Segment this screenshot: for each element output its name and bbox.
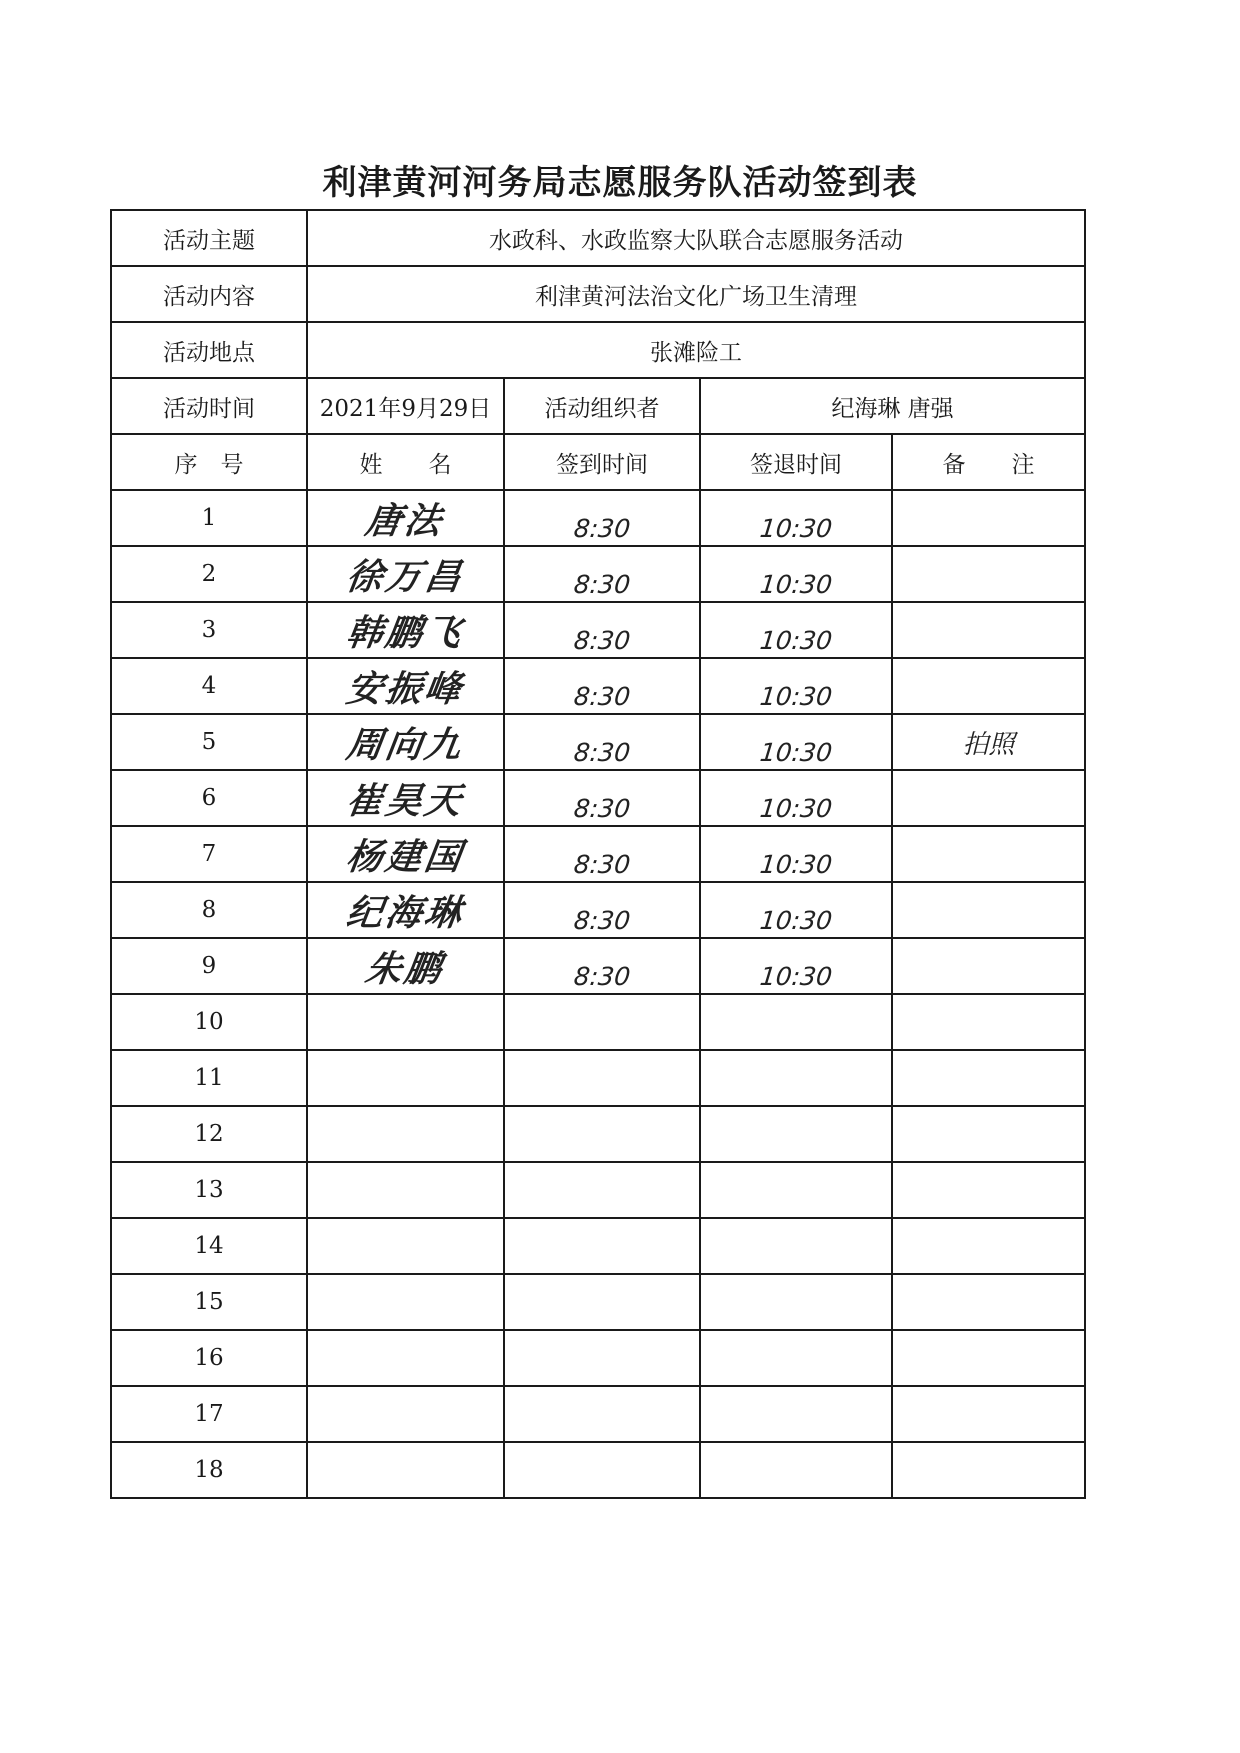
row-name: 韩鹏飞 bbox=[343, 612, 467, 654]
table-row bbox=[111, 602, 1085, 658]
row-remark: 拍照 bbox=[962, 729, 1015, 760]
theme-row bbox=[111, 210, 1085, 266]
row-sign-in-time-cell bbox=[504, 1330, 700, 1386]
row-number: 14 bbox=[194, 1233, 224, 1259]
row-sign-in-time: 8:30 bbox=[572, 849, 632, 879]
table-row bbox=[111, 1218, 1085, 1274]
row-remark-cell bbox=[892, 938, 1085, 994]
row-remark-cell bbox=[892, 1106, 1085, 1162]
row-remark-cell bbox=[892, 1330, 1085, 1386]
row-name-cell bbox=[307, 770, 504, 826]
theme-value: 水政科、水政监察大队联合志愿服务活动 bbox=[307, 210, 1085, 266]
row-name-cell bbox=[307, 938, 504, 994]
row-sign-in-time: 8:30 bbox=[572, 681, 632, 711]
row-sign-out-time-cell bbox=[700, 882, 892, 938]
row-sign-out-time-cell bbox=[700, 714, 892, 770]
row-number-cell bbox=[111, 1386, 307, 1442]
row-number: 5 bbox=[201, 729, 217, 755]
row-number-cell bbox=[111, 658, 307, 714]
row-sign-out-time-cell bbox=[700, 1218, 892, 1274]
row-name: 朱鹏 bbox=[363, 948, 447, 990]
table-row bbox=[111, 1386, 1085, 1442]
row-sign-in-time-cell bbox=[504, 602, 700, 658]
row-number: 11 bbox=[194, 1065, 224, 1091]
row-name-cell bbox=[307, 1162, 504, 1218]
row-number-cell bbox=[111, 546, 307, 602]
row-name-cell bbox=[307, 490, 504, 546]
row-sign-out-time-cell bbox=[700, 1442, 892, 1498]
table-row bbox=[111, 1274, 1085, 1330]
row-name-cell bbox=[307, 1330, 504, 1386]
row-number: 1 bbox=[201, 505, 217, 531]
row-remark-cell bbox=[892, 1050, 1085, 1106]
row-sign-in-time-cell bbox=[504, 546, 700, 602]
row-sign-out-time-cell bbox=[700, 546, 892, 602]
row-sign-in-time-cell bbox=[504, 1050, 700, 1106]
row-sign-in-time-cell bbox=[504, 770, 700, 826]
row-number: 13 bbox=[194, 1177, 224, 1203]
row-remark-cell bbox=[892, 546, 1085, 602]
row-number: 3 bbox=[201, 617, 217, 643]
row-number-cell bbox=[111, 714, 307, 770]
row-remark-cell bbox=[892, 658, 1085, 714]
time-label: 活动时间 bbox=[111, 378, 307, 434]
table-row bbox=[111, 882, 1085, 938]
row-number-cell bbox=[111, 1442, 307, 1498]
table-row bbox=[111, 770, 1085, 826]
row-sign-out-time-cell bbox=[700, 658, 892, 714]
header-sign-out: 签退时间 bbox=[700, 434, 892, 490]
row-name: 唐法 bbox=[363, 500, 447, 542]
row-sign-in-time: 8:30 bbox=[572, 793, 632, 823]
row-sign-in-time-cell bbox=[504, 1386, 700, 1442]
header-sign-in: 签到时间 bbox=[504, 434, 700, 490]
header-row bbox=[111, 434, 1085, 490]
row-sign-in-time-cell bbox=[504, 658, 700, 714]
row-name-cell bbox=[307, 1218, 504, 1274]
row-name: 徐万昌 bbox=[343, 556, 467, 598]
row-remark-cell bbox=[892, 602, 1085, 658]
row-sign-in-time-cell bbox=[504, 1442, 700, 1498]
row-sign-out-time: 10:30 bbox=[758, 793, 834, 823]
row-remark-cell bbox=[892, 490, 1085, 546]
row-sign-in-time-cell bbox=[504, 1218, 700, 1274]
row-name-cell bbox=[307, 1442, 504, 1498]
row-name: 纪海琳 bbox=[343, 892, 467, 934]
row-name-cell bbox=[307, 546, 504, 602]
row-number-cell bbox=[111, 994, 307, 1050]
header-remark: 备 注 bbox=[892, 434, 1085, 490]
row-number: 4 bbox=[201, 673, 217, 699]
table-row bbox=[111, 826, 1085, 882]
row-remark-cell bbox=[892, 826, 1085, 882]
row-sign-in-time: 8:30 bbox=[572, 905, 632, 935]
row-sign-out-time-cell bbox=[700, 770, 892, 826]
row-sign-out-time-cell bbox=[700, 938, 892, 994]
table-row bbox=[111, 1162, 1085, 1218]
table-row bbox=[111, 1106, 1085, 1162]
table-row bbox=[111, 994, 1085, 1050]
row-name-cell bbox=[307, 714, 504, 770]
row-sign-out-time-cell bbox=[700, 602, 892, 658]
row-number: 2 bbox=[201, 561, 217, 587]
row-remark-cell bbox=[892, 1162, 1085, 1218]
page-title: 利津黄河河务局志愿服务队活动签到表 bbox=[322, 163, 918, 203]
row-sign-in-time-cell bbox=[504, 994, 700, 1050]
row-name-cell bbox=[307, 1106, 504, 1162]
row-number-cell bbox=[111, 1050, 307, 1106]
table-row bbox=[111, 490, 1085, 546]
table-row bbox=[111, 938, 1085, 994]
row-name-cell bbox=[307, 882, 504, 938]
row-name: 崔昊天 bbox=[343, 780, 467, 822]
row-sign-out-time: 10:30 bbox=[758, 681, 834, 711]
location-row bbox=[111, 322, 1085, 378]
time-row bbox=[111, 378, 1085, 434]
row-number: 9 bbox=[201, 953, 217, 979]
content-row bbox=[111, 266, 1085, 322]
row-number: 15 bbox=[194, 1289, 224, 1315]
row-number-cell bbox=[111, 1106, 307, 1162]
row-sign-in-time-cell bbox=[504, 882, 700, 938]
row-sign-in-time-cell bbox=[504, 938, 700, 994]
row-number-cell bbox=[111, 1274, 307, 1330]
row-sign-out-time: 10:30 bbox=[758, 625, 834, 655]
row-name-cell bbox=[307, 1050, 504, 1106]
table-row bbox=[111, 658, 1085, 714]
row-remark-cell bbox=[892, 1218, 1085, 1274]
row-sign-in-time: 8:30 bbox=[572, 737, 632, 767]
row-sign-in-time-cell bbox=[504, 714, 700, 770]
location-value: 张滩险工 bbox=[307, 322, 1085, 378]
row-name: 安振峰 bbox=[343, 668, 467, 710]
theme-label: 活动主题 bbox=[111, 210, 307, 266]
row-name-cell bbox=[307, 826, 504, 882]
time-value: 2021年9月29日 bbox=[307, 378, 504, 434]
row-number-cell bbox=[111, 1330, 307, 1386]
row-name: 杨建国 bbox=[343, 836, 467, 878]
row-number-cell bbox=[111, 602, 307, 658]
row-number: 12 bbox=[194, 1121, 224, 1147]
table-row bbox=[111, 546, 1085, 602]
row-sign-out-time: 10:30 bbox=[758, 513, 834, 543]
row-remark-cell bbox=[892, 1442, 1085, 1498]
row-number: 18 bbox=[194, 1457, 224, 1483]
row-sign-out-time-cell bbox=[700, 1386, 892, 1442]
row-name: 周向九 bbox=[343, 724, 467, 766]
row-sign-in-time: 8:30 bbox=[572, 513, 632, 543]
row-remark-cell bbox=[892, 1274, 1085, 1330]
row-sign-out-time-cell bbox=[700, 994, 892, 1050]
row-number-cell bbox=[111, 938, 307, 994]
row-sign-out-time-cell bbox=[700, 1162, 892, 1218]
content-label: 活动内容 bbox=[111, 266, 307, 322]
row-sign-out-time: 10:30 bbox=[758, 569, 834, 599]
table-row bbox=[111, 1050, 1085, 1106]
row-remark-cell bbox=[892, 1386, 1085, 1442]
row-sign-in-time: 8:30 bbox=[572, 625, 632, 655]
row-sign-in-time-cell bbox=[504, 490, 700, 546]
row-sign-out-time: 10:30 bbox=[758, 849, 834, 879]
row-number: 8 bbox=[201, 897, 217, 923]
row-sign-out-time-cell bbox=[700, 1274, 892, 1330]
row-sign-in-time: 8:30 bbox=[572, 569, 632, 599]
row-sign-out-time-cell bbox=[700, 1050, 892, 1106]
row-sign-out-time: 10:30 bbox=[758, 905, 834, 935]
row-number: 16 bbox=[194, 1345, 224, 1371]
row-sign-out-time: 10:30 bbox=[758, 961, 834, 991]
row-number-cell bbox=[111, 826, 307, 882]
row-sign-in-time: 8:30 bbox=[572, 961, 632, 991]
row-sign-in-time-cell bbox=[504, 1106, 700, 1162]
organizer-value: 纪海琳 唐强 bbox=[700, 378, 1085, 434]
row-sign-in-time-cell bbox=[504, 1162, 700, 1218]
row-sign-out-time: 10:30 bbox=[758, 737, 834, 767]
row-remark-cell bbox=[892, 770, 1085, 826]
location-label: 活动地点 bbox=[111, 322, 307, 378]
row-number-cell bbox=[111, 770, 307, 826]
row-name-cell bbox=[307, 1386, 504, 1442]
row-sign-out-time-cell bbox=[700, 826, 892, 882]
content-value: 利津黄河法治文化广场卫生清理 bbox=[307, 266, 1085, 322]
row-sign-in-time-cell bbox=[504, 1274, 700, 1330]
row-number-cell bbox=[111, 1218, 307, 1274]
row-remark-cell bbox=[892, 994, 1085, 1050]
table-row bbox=[111, 1442, 1085, 1498]
row-name-cell bbox=[307, 994, 504, 1050]
row-sign-in-time-cell bbox=[504, 826, 700, 882]
row-name-cell bbox=[307, 1274, 504, 1330]
table-row bbox=[111, 1330, 1085, 1386]
organizer-label: 活动组织者 bbox=[504, 378, 700, 434]
row-number-cell bbox=[111, 490, 307, 546]
header-no: 序 号 bbox=[111, 434, 307, 490]
header-name: 姓 名 bbox=[307, 434, 504, 490]
row-sign-out-time-cell bbox=[700, 1330, 892, 1386]
row-sign-out-time-cell bbox=[700, 490, 892, 546]
row-name-cell bbox=[307, 602, 504, 658]
row-sign-out-time-cell bbox=[700, 1106, 892, 1162]
row-remark-cell bbox=[892, 714, 1085, 770]
row-remark-cell bbox=[892, 882, 1085, 938]
row-name-cell bbox=[307, 658, 504, 714]
row-number: 17 bbox=[194, 1401, 224, 1427]
sign-in-table bbox=[110, 209, 1086, 1499]
row-number-cell bbox=[111, 1162, 307, 1218]
row-number: 7 bbox=[201, 841, 217, 867]
row-number-cell bbox=[111, 882, 307, 938]
row-number: 6 bbox=[201, 785, 217, 811]
row-number: 10 bbox=[194, 1009, 224, 1035]
table-row bbox=[111, 714, 1085, 770]
